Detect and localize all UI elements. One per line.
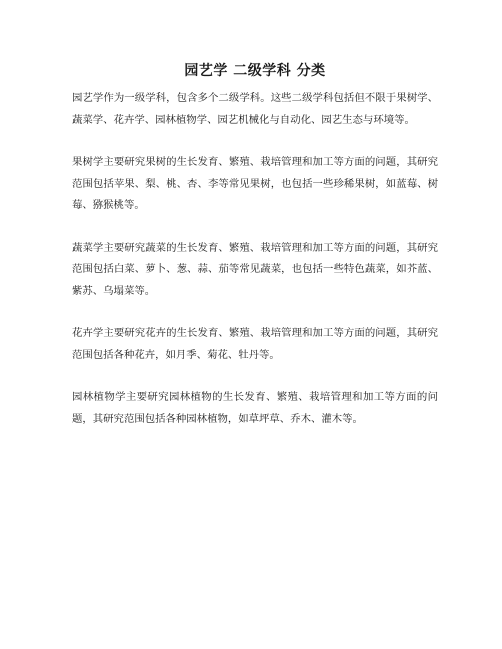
paragraph-olericulture: 蔬菜学主要研究蔬菜的生长发育、繁殖、栽培管理和加工等方面的问题，其研究范围包括白菜、萝卜、葱、蒜、茄等常见蔬菜，也包括一些特色蔬菜，如芥蓝、紫苏、乌塌菜等。 xyxy=(72,241,438,297)
paragraph-pomology: 果树学主要研究果树的生长发育、繁殖、栽培管理和加工等方面的问题，其研究范围包括苹果、梨、桃、杏、李等常见果树，也包括一些珍稀果树，如蓝莓、树莓、猕猴桃等。 xyxy=(72,156,438,211)
paragraph-overview: 园艺学作为一级学科，包含多个二级学科。这些二级学科包括但不限于果树学、蔬菜学、花卉学、园林植物学、园艺机械化与自动化、园艺生态与环境等。 xyxy=(72,92,438,126)
document-title: 园艺学 二级学科 分类 xyxy=(184,63,326,79)
paragraph-landscape-plants: 园林植物学主要研究园林植物的生长发育、繁殖、栽培管理和加工等方面的问题，其研究范围包括各种园林植物，如草坪草、乔木、灌木等。 xyxy=(72,391,438,425)
paragraph-floriculture: 花卉学主要研究花卉的生长发育、繁殖、栽培管理和加工等方面的问题，其研究范围包括各种花卉，如月季、菊花、牡丹等。 xyxy=(72,327,438,361)
